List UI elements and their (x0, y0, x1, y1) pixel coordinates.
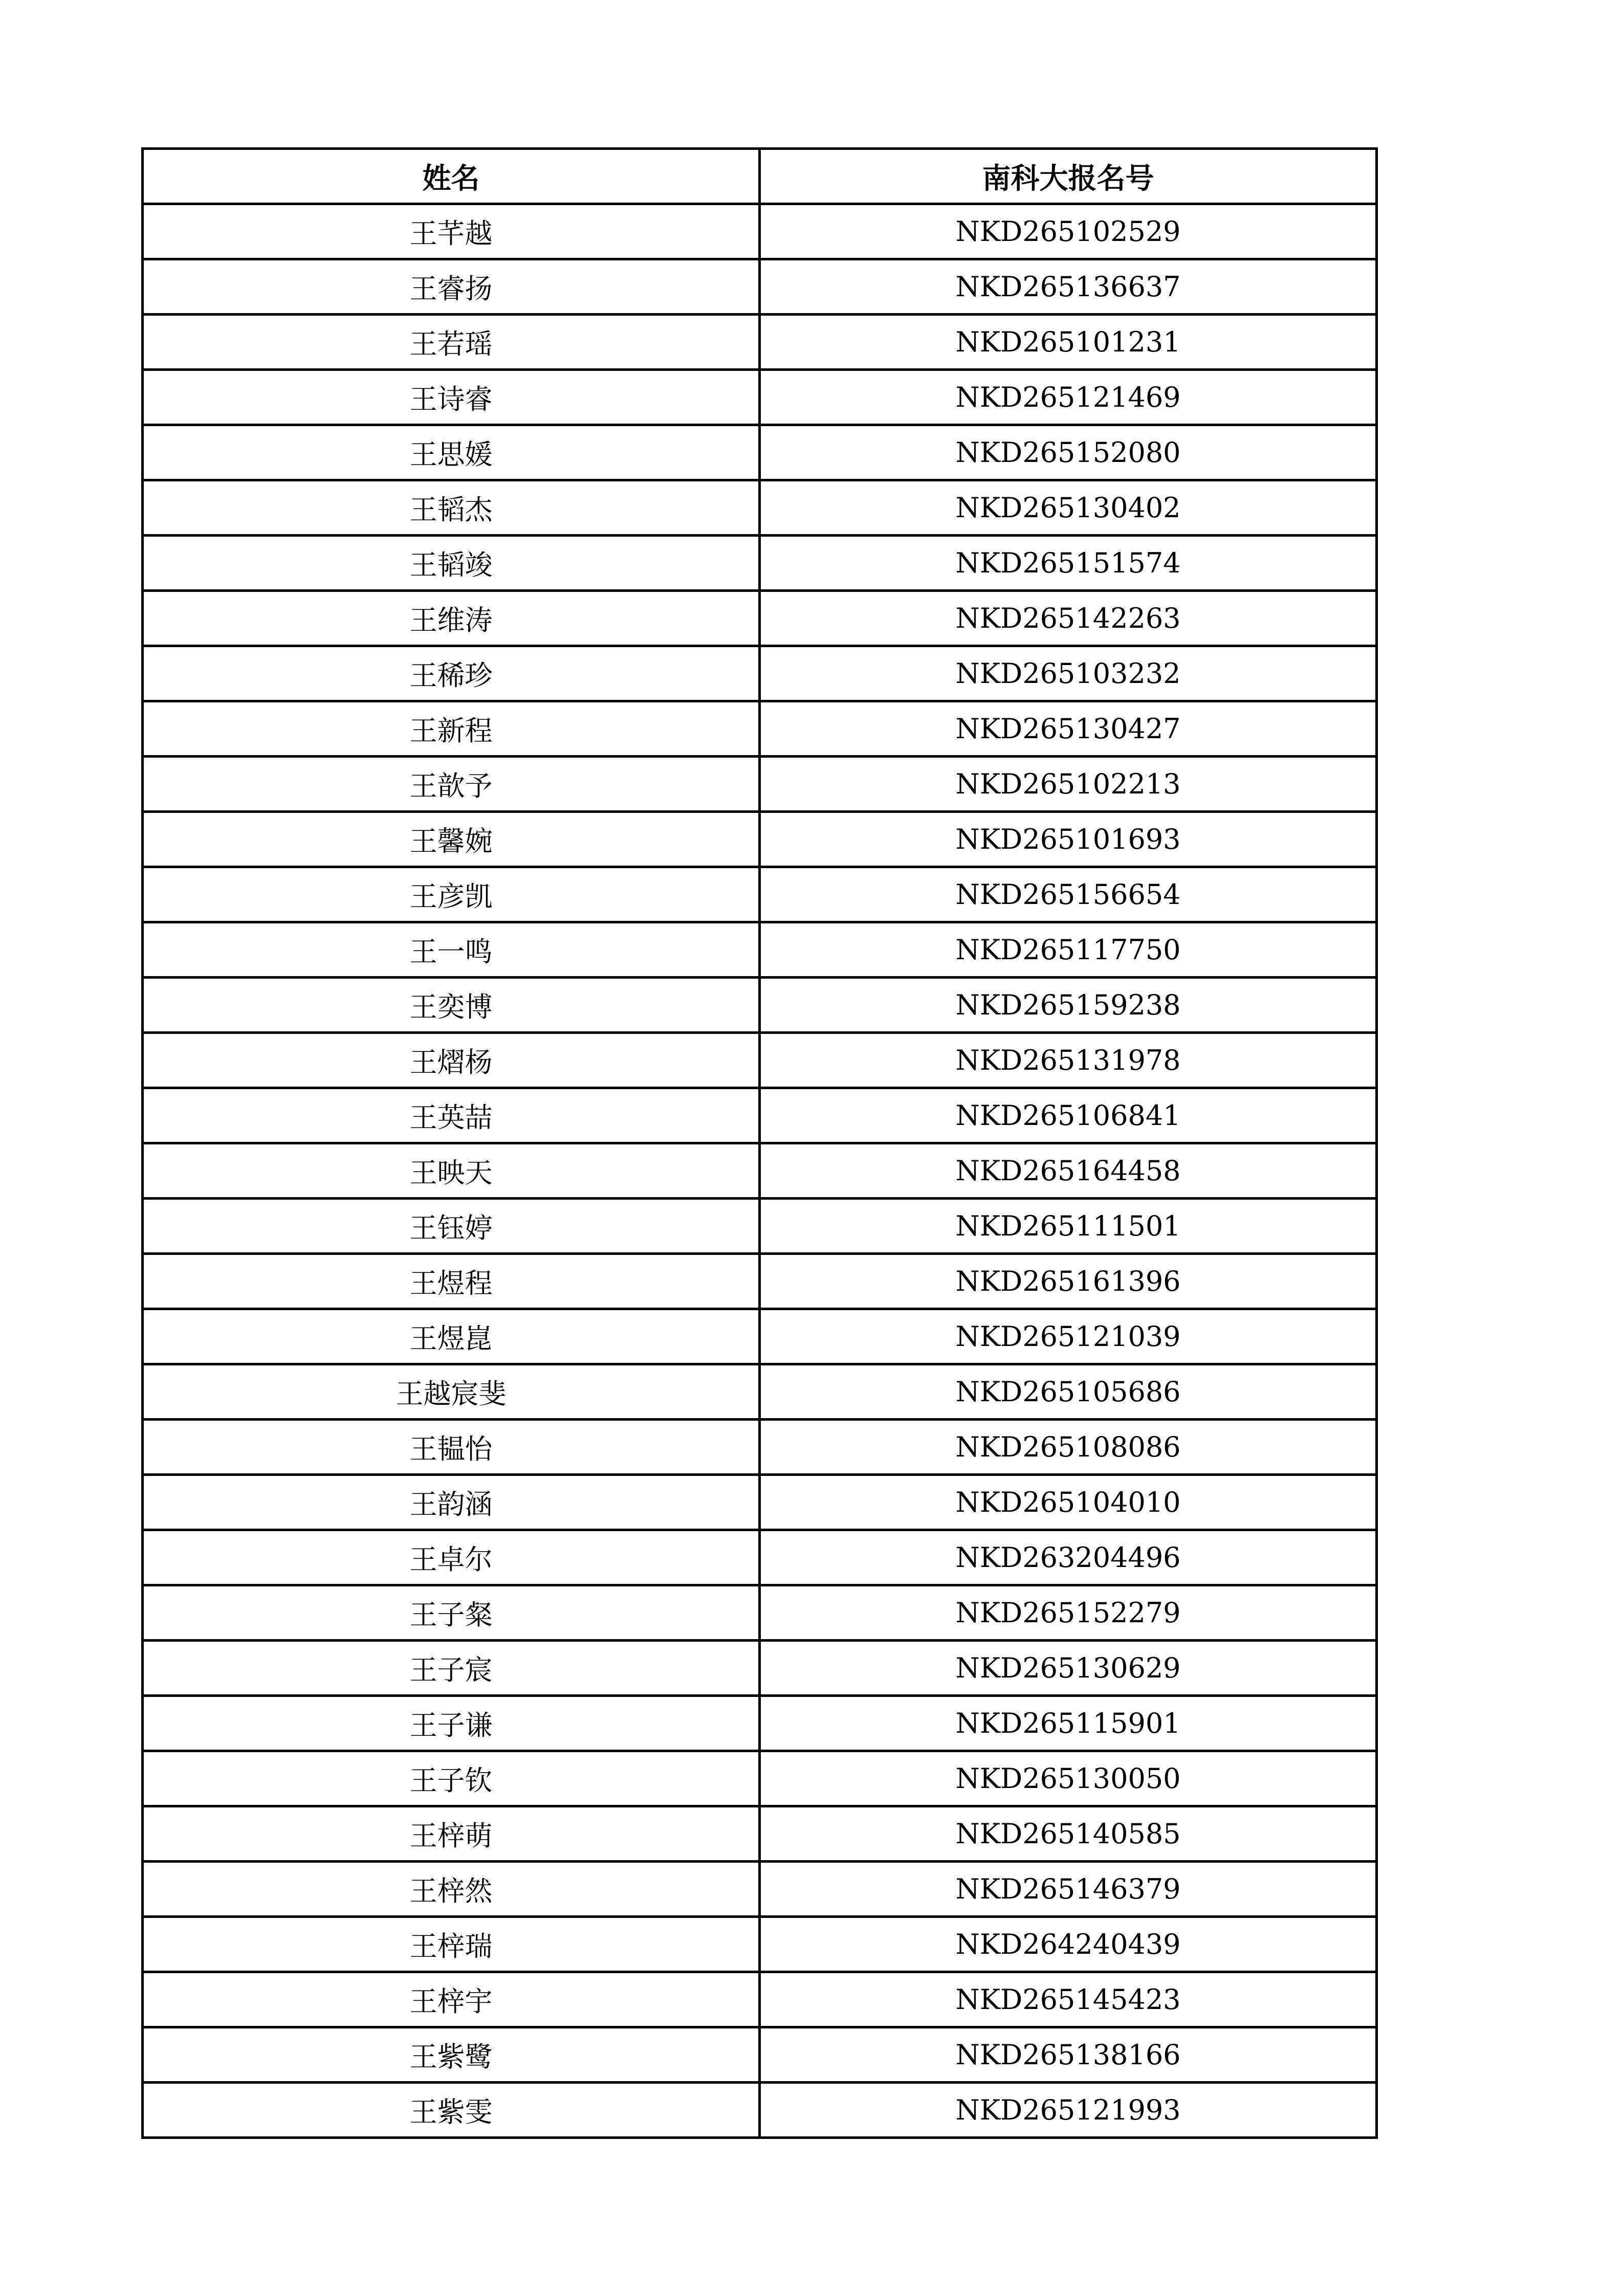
registration-number-cell: NKD265104010 (760, 1475, 1377, 1530)
registration-number-cell: NKD265152279 (760, 1585, 1377, 1641)
table-row (143, 1862, 1377, 1917)
registration-number-cell: NKD265145423 (760, 1972, 1377, 2027)
registration-number-cell: NKD265121993 (760, 2083, 1377, 2138)
table-row (143, 1309, 1377, 1364)
column-header-registration-number: 南科大报名号 (760, 149, 1377, 204)
table-row (143, 812, 1377, 867)
table-row (143, 1364, 1377, 1420)
name-cell: 王新程 (143, 701, 760, 757)
registration-number-cell: NKD265142263 (760, 591, 1377, 646)
registration-number-cell: NKD265152080 (760, 425, 1377, 480)
table-row (143, 1033, 1377, 1088)
name-cell: 王奕博 (143, 978, 760, 1033)
name-cell: 王维涛 (143, 591, 760, 646)
name-cell: 王梓瑞 (143, 1917, 760, 1972)
table-row (143, 1475, 1377, 1530)
registration-number-cell: NKD265105686 (760, 1364, 1377, 1420)
registration-table (141, 147, 1378, 2139)
table-row (143, 1530, 1377, 1585)
name-cell: 王子谦 (143, 1696, 760, 1751)
table-row (143, 591, 1377, 646)
name-cell: 王稀珍 (143, 646, 760, 701)
table-row (143, 1088, 1377, 1143)
name-cell: 王韬杰 (143, 480, 760, 536)
name-cell: 王越宸斐 (143, 1364, 760, 1420)
registration-number-cell: NKD265140585 (760, 1806, 1377, 1862)
name-cell: 王子钦 (143, 1751, 760, 1806)
name-cell: 王子粲 (143, 1585, 760, 1641)
name-cell: 王韵涵 (143, 1475, 760, 1530)
header-row (143, 149, 1377, 204)
table-row (143, 425, 1377, 480)
name-cell: 王睿扬 (143, 259, 760, 315)
table-row (143, 1254, 1377, 1309)
registration-number-cell: NKD265151574 (760, 536, 1377, 591)
table-row (143, 370, 1377, 425)
table-row (143, 1585, 1377, 1641)
name-cell: 王煜程 (143, 1254, 760, 1309)
registration-number-cell: NKD265146379 (760, 1862, 1377, 1917)
registration-number-cell: NKD265159238 (760, 978, 1377, 1033)
table-body (143, 204, 1377, 2138)
table-row (143, 2083, 1377, 2138)
name-cell: 王梓宇 (143, 1972, 760, 2027)
registration-number-cell: NKD265156654 (760, 867, 1377, 922)
name-cell: 王钰婷 (143, 1199, 760, 1254)
table-row (143, 1751, 1377, 1806)
registration-number-cell: NKD265161396 (760, 1254, 1377, 1309)
name-cell: 王子宸 (143, 1641, 760, 1696)
table-row (143, 259, 1377, 315)
name-cell: 王熠杨 (143, 1033, 760, 1088)
registration-number-cell: NKD265101231 (760, 315, 1377, 370)
table-row (143, 1641, 1377, 1696)
registration-number-cell: NKD265130402 (760, 480, 1377, 536)
registration-number-cell: NKD265164458 (760, 1143, 1377, 1199)
table-row (143, 1696, 1377, 1751)
name-cell: 王思媛 (143, 425, 760, 480)
name-cell: 王紫鹭 (143, 2027, 760, 2083)
table-row (143, 2027, 1377, 2083)
table-row (143, 867, 1377, 922)
name-cell: 王歆予 (143, 757, 760, 812)
registration-number-cell: NKD265111501 (760, 1199, 1377, 1254)
name-cell: 王梓萌 (143, 1806, 760, 1862)
registration-number-cell: NKD263204496 (760, 1530, 1377, 1585)
table-row (143, 1972, 1377, 2027)
name-cell: 王韬竣 (143, 536, 760, 591)
table-row (143, 1917, 1377, 1972)
column-header-name: 姓名 (143, 149, 760, 204)
registration-number-cell: NKD265130050 (760, 1751, 1377, 1806)
registration-number-cell: NKD265106841 (760, 1088, 1377, 1143)
table-row (143, 978, 1377, 1033)
registration-number-cell: NKD265102213 (760, 757, 1377, 812)
table-row (143, 922, 1377, 978)
registration-number-cell: NKD265103232 (760, 646, 1377, 701)
name-cell: 王诗睿 (143, 370, 760, 425)
name-cell: 王韫怡 (143, 1420, 760, 1475)
name-cell: 王英喆 (143, 1088, 760, 1143)
registration-number-cell: NKD265136637 (760, 259, 1377, 315)
table-row (143, 1806, 1377, 1862)
registration-number-cell: NKD264240439 (760, 1917, 1377, 1972)
name-cell: 王卓尔 (143, 1530, 760, 1585)
registration-number-cell: NKD265117750 (760, 922, 1377, 978)
name-cell: 王紫雯 (143, 2083, 760, 2138)
table-row (143, 1420, 1377, 1475)
table-row (143, 204, 1377, 259)
name-cell: 王彦凯 (143, 867, 760, 922)
name-cell: 王芊越 (143, 204, 760, 259)
registration-number-cell: NKD265102529 (760, 204, 1377, 259)
registration-number-cell: NKD265130427 (760, 701, 1377, 757)
name-cell: 王若瑶 (143, 315, 760, 370)
name-cell: 王煜崑 (143, 1309, 760, 1364)
registration-number-cell: NKD265101693 (760, 812, 1377, 867)
registration-number-cell: NKD265121469 (760, 370, 1377, 425)
table-row (143, 757, 1377, 812)
name-cell: 王馨婉 (143, 812, 760, 867)
registration-number-cell: NKD265115901 (760, 1696, 1377, 1751)
table-row (143, 480, 1377, 536)
name-cell: 王一鸣 (143, 922, 760, 978)
registration-number-cell: NKD265138166 (760, 2027, 1377, 2083)
table-row (143, 315, 1377, 370)
registration-number-cell: NKD265121039 (760, 1309, 1377, 1364)
name-cell: 王映天 (143, 1143, 760, 1199)
table-row (143, 701, 1377, 757)
name-cell: 王梓然 (143, 1862, 760, 1917)
registration-number-cell: NKD265130629 (760, 1641, 1377, 1696)
table-row (143, 646, 1377, 701)
table-row (143, 1143, 1377, 1199)
registration-number-cell: NKD265108086 (760, 1420, 1377, 1475)
table-row (143, 1199, 1377, 1254)
registration-number-cell: NKD265131978 (760, 1033, 1377, 1088)
table-row (143, 536, 1377, 591)
